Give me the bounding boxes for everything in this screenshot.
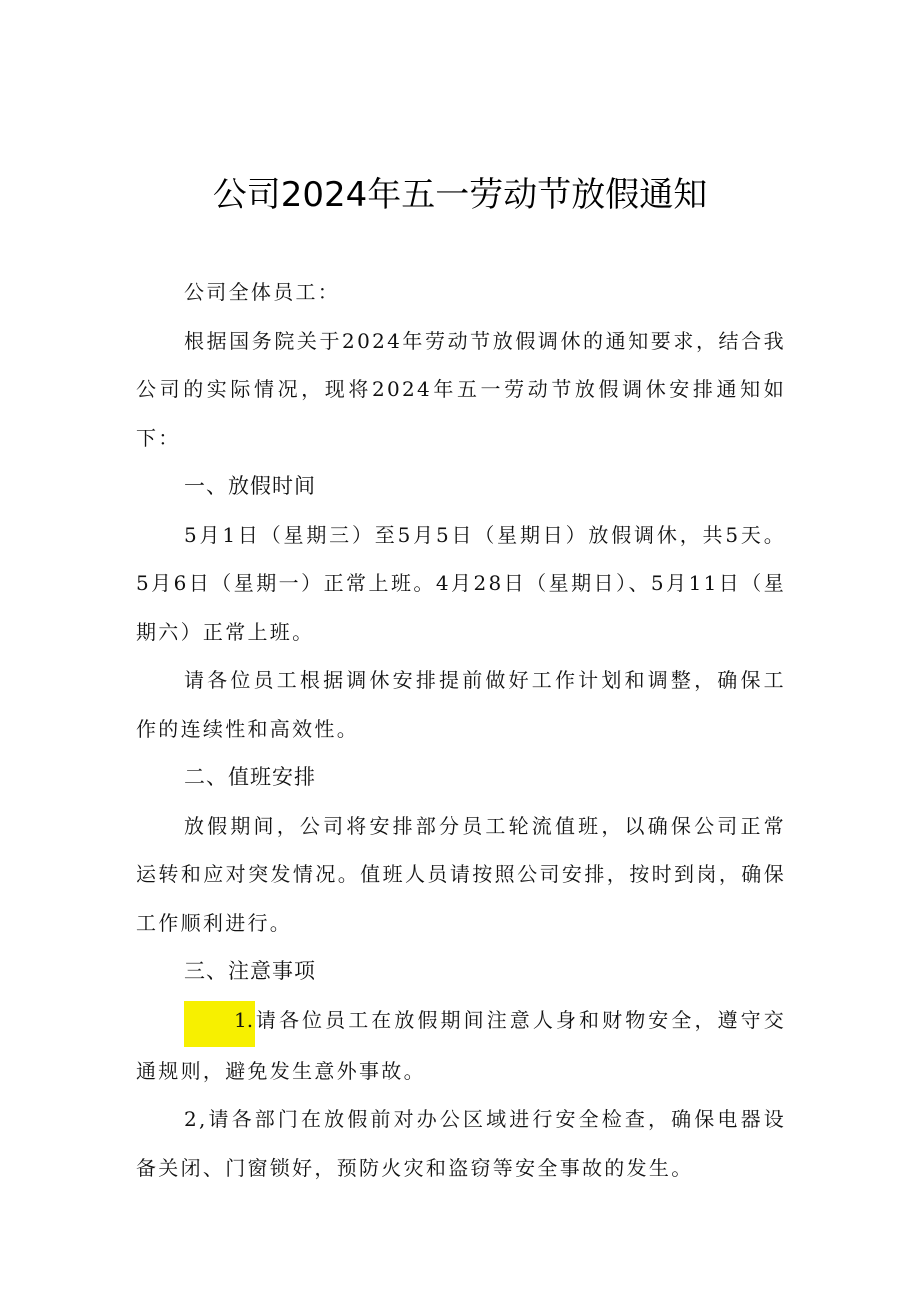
notice-item-1-text: 请各位员工在放假期间注意人身和财物安全，遵守交通规则，避免发生意外事故。 xyxy=(136,1007,786,1083)
duty-paragraph: 放假期间，公司将安排部分员工轮流值班，以确保公司正常运转和应对突发情况。值班人员请按照公司安排，按时到岗，确保工作顺利进行。 xyxy=(136,813,786,935)
section-heading-duty-arrangement: 二、值班安排 xyxy=(184,765,316,789)
document-title: 公司2024年五一劳动节放假通知 xyxy=(212,175,708,215)
section-heading-notes: 三、注意事项 xyxy=(184,959,316,983)
work-plan-paragraph: 请各位员工根据调休安排提前做好工作计划和调整，确保工作的连续性和高效性。 xyxy=(136,668,786,741)
item-number: 2, xyxy=(184,1107,208,1131)
document-body xyxy=(136,268,786,1192)
intro-paragraph: 根据国务院关于2024年劳动节放假调休的通知要求，结合我公司的实际情况，现将2024年五一劳动节放假调休安排通知如下： xyxy=(136,328,786,450)
notice-item-1 xyxy=(136,996,786,1096)
highlighted-item-number: 1. xyxy=(184,1001,255,1047)
section-heading-holiday-time: 一、放假时间 xyxy=(184,474,316,498)
notice-item-2-text: 请各部门在放假前对办公区域进行安全检查，确保电器设备关闭、门窗锁好，预防火灾和盗窃等安全事故的发生。 xyxy=(136,1107,786,1180)
holiday-schedule-paragraph: 5月1日（星期三）至5月5日（星期日）放假调休，共5天。5月6日（星期一）正常上班。4月28日（星期日）、5月11日（星期六）正常上班。 xyxy=(136,522,786,644)
salutation: 公司全体员工： xyxy=(184,280,341,304)
notice-item-2 xyxy=(136,1095,786,1192)
